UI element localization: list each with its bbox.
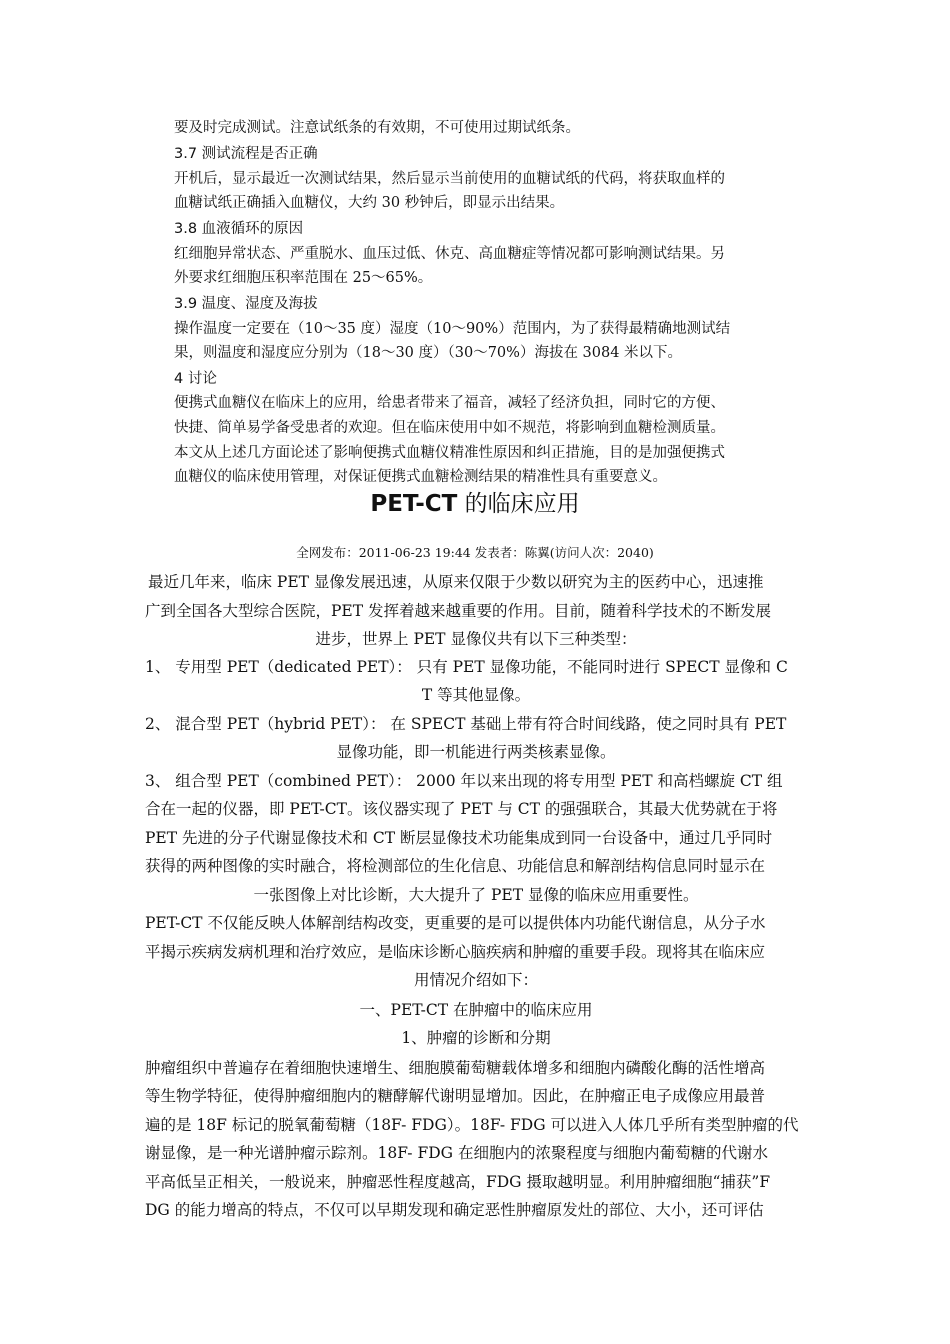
section-heading: 4 讨论 (174, 371, 217, 387)
paragraph-line: 血糖仪的临床使用管理，对保证便携式血糖检测结果的精准性具有重要意义。 (174, 469, 667, 485)
section-heading: 3.9 温度、湿度及海拔 (174, 296, 318, 312)
section-heading: 3.7 测试流程是否正确 (174, 146, 318, 162)
paragraph-line: 红细胞异常状态、严重脱水、血压过低、休克、高血糖症等情况都可影响测试结果。另 (174, 246, 725, 262)
section-heading: 一、PET-CT 在肿瘤中的临床应用 (359, 1001, 593, 1019)
article-meta: 全网发布：2011-06-23 19:44 发表者：陈翼(访问人次：2040) (296, 545, 654, 560)
paragraph-line: 最近几年来，临床 PET 显像发展迅速，从原来仅限于少数以研究为主的医药中心，迅速推 (148, 573, 764, 591)
paragraph-line: DG 的能力增高的特点，不仅可以早期发现和确定恶性肿瘤原发灶的部位、大小，还可评估 (145, 1201, 764, 1219)
list-item: 2、 混合型 PET（hybrid PET）： 在 SPECT 基础上带有符合时间线路，使之同时具有 PET (145, 715, 787, 733)
list-item-continuation: 一张图像上对比诊断，大大提升了 PET 显像的临床应用重要性。 (253, 886, 699, 904)
article-title (0, 488, 950, 520)
paragraph-line: 果，则温度和湿度应分别为（18～30 度）（30～70%）海拔在 3084 米以下。 (174, 345, 683, 361)
paragraph-line: 开机后，显示最近一次测试结果，然后显示当前使用的血糖试纸的代码，将获取血样的 (174, 171, 725, 187)
list-item: 3、 组合型 PET（combined PET）： 2000 年以来出现的将专用型 PET 和高档螺旋 CT 组 (145, 772, 783, 790)
list-item-continuation: 合在一起的仪器，即 PET-CT。该仪器实现了 PET 与 CT 的强强联合，其最大优势就在于将 (145, 800, 778, 818)
section-heading: 3.8 血液循环的原因 (174, 221, 304, 237)
paragraph-line: 血糖试纸正确插入血糖仪，大约 30 秒钟后，即显示出结果。 (174, 195, 565, 211)
paragraph-line: 快捷、简单易学备受患者的欢迎。但在临床使用中如不规范，将影响到血糖检测质量。 (174, 420, 725, 436)
paragraph-line: 操作温度一定要在（10～35 度）湿度（10～90%）范围内，为了获得最精确地测试结 (174, 321, 731, 337)
paragraph-line: 平高低呈正相关，一般说来，肿瘤恶性程度越高，FDG 摄取越明显。利用肿瘤细胞“捕获”F (145, 1173, 771, 1191)
paragraph-line: 用情况介绍如下： (413, 971, 538, 989)
paragraph-line: 遍的是 18F 标记的脱氧葡萄糖（18F- FDG）。18F- FDG 可以进入人体几乎所有类型肿瘤的代 (145, 1116, 799, 1134)
list-item-continuation: 获得的两种图像的实时融合，将检测部位的生化信息、功能信息和解剖结构信息同时显示在 (145, 857, 766, 875)
list-item-continuation: PET 先进的分子代谢显像技术和 CT 断层显像技术功能集成到同一台设备中，通过几乎同时 (145, 829, 773, 847)
paragraph-line: 本文从上述几方面论述了影响便携式血糖仪精准性原因和纠正措施，目的是加强便携式 (174, 445, 725, 461)
article-title-bold: PET-CT (370, 491, 458, 517)
list-item-continuation: T 等其他显像。 (421, 686, 531, 704)
subsection-heading: 1、肿瘤的诊断和分期 (401, 1029, 551, 1047)
paragraph-line: 肿瘤组织中普遍存在着细胞快速增生、细胞膜葡萄糖载体增多和细胞内磷酸化酶的活性增高 (145, 1059, 766, 1077)
paragraph-line: 外要求红细胞压积率范围在 25～65%。 (174, 270, 433, 286)
paragraph-line: 要及时完成测试。注意试纸条的有效期，不可使用过期试纸条。 (174, 120, 580, 136)
paragraph-line: 谢显像，是一种光谱肿瘤示踪剂。18F- FDG 在细胞内的浓聚程度与细胞内葡萄糖的代谢水 (145, 1144, 768, 1162)
article-title-rest: 的临床应用 (457, 491, 580, 517)
paragraph-line: 便携式血糖仪在临床上的应用，给患者带来了福音，减轻了经济负担，同时它的方便、 (174, 395, 725, 411)
list-item-continuation: 显像功能，即一机能进行两类核素显像。 (336, 743, 616, 761)
paragraph-line: 平揭示疾病发病机理和治疗效应，是临床诊断心脑疾病和肿瘤的重要手段。现将其在临床应 (145, 943, 766, 961)
paragraph-line: PET-CT 不仅能反映人体解剖结构改变，更重要的是可以提供体内功能代谢信息，从分子水 (145, 914, 766, 932)
paragraph-line: 进步，世界上 PET 显像仪共有以下三种类型： (315, 630, 637, 648)
list-item: 1、 专用型 PET（dedicated PET）： 只有 PET 显像功能，不能同时进行 SPECT 显像和 C (145, 658, 788, 676)
paragraph-line: 广到全国各大型综合医院，PET 发挥着越来越重要的作用。目前，随着科学技术的不断发展 (145, 602, 772, 620)
paragraph-line: 等生物学特征，使得肿瘤细胞内的糖酵解代谢明显增加。因此，在肿瘤正电子成像应用最普 (145, 1087, 766, 1105)
